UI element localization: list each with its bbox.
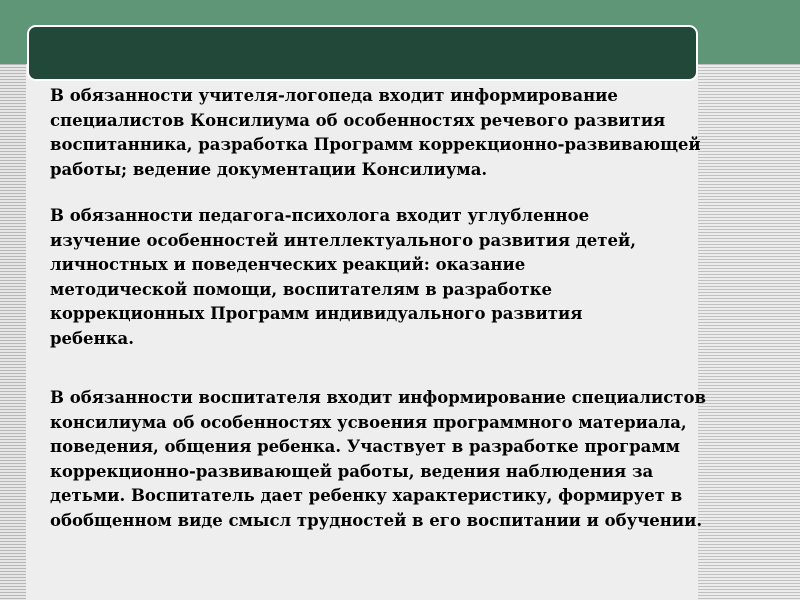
paragraph-speech-therapist: В обязанности учителя-логопеда входит информирование специалистов Консилиума об особенностях речевого развития воспитанника, разработка Программ коррекционно-развивающей работы; ведение документации Консилиума. xyxy=(50,86,701,179)
paragraph-psychologist: В обязанности педагога-психолога входит углубленное изучение особенностей интеллектуального развития детей, личностных и поведенческих реакций: оказание методической помощи, воспитателям в разработке коррекционных Программ индивидуального развития ребенка. xyxy=(50,206,636,348)
paragraph-educator: В обязанности воспитателя входит информирование специалистов консилиума об особенностях усвоения программного материала, поведения, общения ребенка. Участвует в разработке программ коррекционно-развивающей работы, ведения наблюдения за детьми. Воспитатель дает ребенку характеристику, формирует в обобщенном виде смысл трудностей в его воспитании и обучении. xyxy=(50,388,706,530)
title-bar xyxy=(27,25,698,81)
left-stripe-decoration xyxy=(0,64,26,600)
